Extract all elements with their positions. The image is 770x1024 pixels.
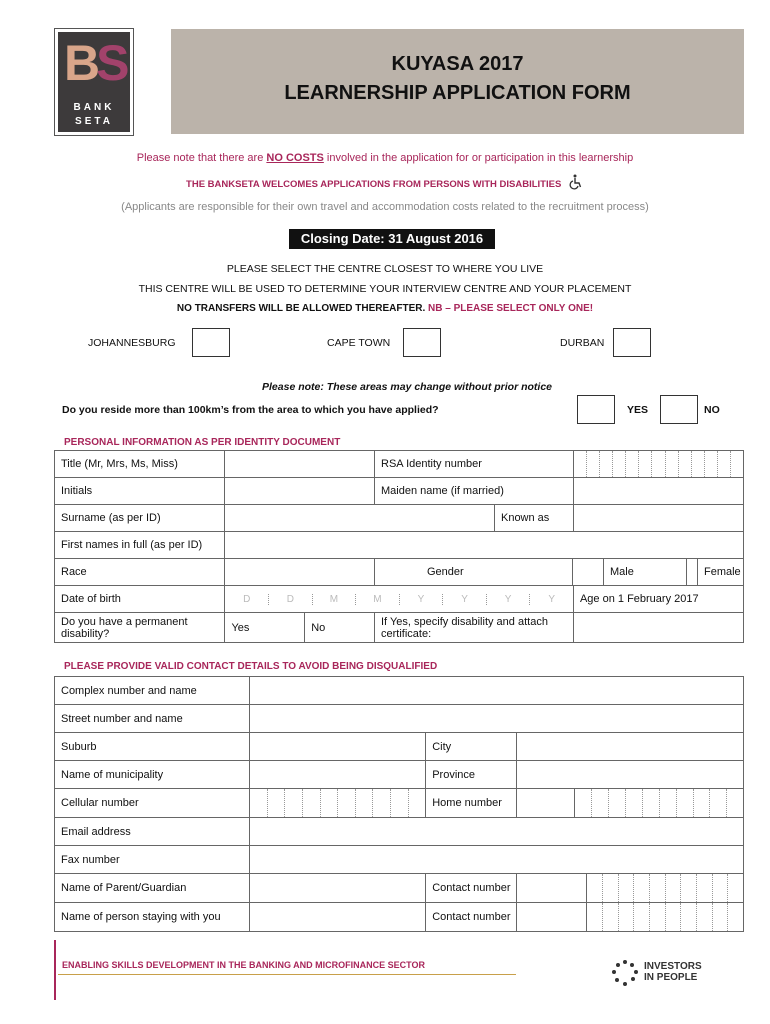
centre-capetown-checkbox[interactable] <box>403 328 441 357</box>
street-input[interactable] <box>250 705 744 733</box>
province-label: Province <box>426 761 517 789</box>
staying-contact-label: Contact number <box>426 903 517 932</box>
areas-note: Please note: These areas may change without prior notice <box>262 381 553 393</box>
disability-note <box>0 174 770 190</box>
staying-contact-input[interactable] <box>517 903 744 932</box>
dob-y2: Y <box>443 594 487 605</box>
instruction-line2: THIS CENTRE WILL BE USED TO DETERMINE YOUR INTERVIEW CENTRE AND YOUR PLACEMENT <box>138 283 632 295</box>
home-label: Home number <box>426 789 517 818</box>
reside-no-label: NO <box>704 404 720 416</box>
iip-line1: INVESTORS <box>644 961 702 972</box>
gender-group <box>375 559 744 586</box>
cost-note-post: involved in the application for or participation in this learnership <box>323 152 634 164</box>
cell-input[interactable] <box>250 789 426 818</box>
reside-no-checkbox[interactable] <box>660 395 698 424</box>
closing-date: Closing Date: 31 August 2016 <box>289 229 495 249</box>
title-input[interactable] <box>225 451 375 478</box>
fax-input[interactable] <box>250 846 744 874</box>
disability-yes-option[interactable] <box>225 613 305 643</box>
municipality-input[interactable] <box>250 761 426 789</box>
race-input[interactable] <box>225 559 375 586</box>
female-checkbox[interactable] <box>686 559 698 585</box>
centre-johannesburg-label: JOHANNESBURG <box>88 337 176 349</box>
male-checkbox[interactable] <box>572 559 604 585</box>
personal-heading: PERSONAL INFORMATION AS PER IDENTITY DOCUMENT <box>64 437 341 448</box>
bankseta-logo <box>54 28 134 136</box>
centre-johannesburg-checkbox[interactable] <box>192 328 230 357</box>
complex-label: Complex number and name <box>55 677 250 705</box>
age-label: Age on 1 February 2017 <box>573 586 743 613</box>
title-label: Title (Mr, Mrs, Ms, Miss) <box>55 451 225 478</box>
contact-table <box>54 676 744 932</box>
dob-d2: D <box>269 594 313 605</box>
email-input[interactable] <box>250 818 744 846</box>
parent-contact-input[interactable] <box>517 874 744 903</box>
rsa-id-label: RSA Identity number <box>375 451 574 478</box>
first-names-label: First names in full (as per ID) <box>55 532 225 559</box>
dob-label: Date of birth <box>55 586 225 613</box>
instruction-line3-b: NB – PLEASE SELECT ONLY ONE! <box>425 303 594 314</box>
disability-no-label: No <box>311 621 326 634</box>
instruction-line1: PLEASE SELECT THE CENTRE CLOSEST TO WHERE YOU LIVE <box>226 263 544 275</box>
reside-yes-label: YES <box>627 404 649 416</box>
dob-d1: D <box>225 594 269 605</box>
race-label: Race <box>55 559 225 586</box>
staying-label: Name of person staying with you <box>55 903 250 932</box>
dob-input[interactable] <box>225 586 574 613</box>
personal-table <box>54 450 744 643</box>
home-input[interactable] <box>517 789 744 818</box>
cost-note <box>0 152 770 164</box>
initials-label: Initials <box>55 478 225 505</box>
parent-input[interactable] <box>250 874 426 903</box>
travel-note: (Applicants are responsible for their own travel and accommodation costs related to the recruitment process) <box>121 201 649 213</box>
investors-in-people-icon <box>610 958 640 988</box>
logo-letter-s: S <box>96 35 126 91</box>
email-label: Email address <box>55 818 250 846</box>
dob-m1: M <box>313 594 357 605</box>
wheelchair-icon <box>568 174 584 190</box>
instruction-line3 <box>0 303 770 314</box>
surname-input[interactable] <box>225 505 495 532</box>
centre-capetown-label: CAPE TOWN <box>327 337 391 349</box>
contact-heading: PLEASE PROVIDE VALID CONTACT DETAILS TO AVOID BEING DISQUALIFIED <box>64 661 438 672</box>
logo-line1: BANK <box>73 102 115 113</box>
maiden-input[interactable] <box>573 478 743 505</box>
gender-label: Gender <box>427 566 464 578</box>
maiden-label: Maiden name (if married) <box>375 478 574 505</box>
disability-yes-label: Yes <box>231 621 250 634</box>
dob-y1: Y <box>400 594 444 605</box>
suburb-label: Suburb <box>55 733 250 761</box>
centre-durban-checkbox[interactable] <box>613 328 651 357</box>
municipality-label: Name of municipality <box>55 761 250 789</box>
disability-note-text: THE BANKSETA WELCOMES APPLICATIONS FROM PERSONS WITH DISABILITIES <box>186 179 562 190</box>
surname-label: Surname (as per ID) <box>55 505 225 532</box>
iip-logo-text <box>644 961 702 983</box>
province-input[interactable] <box>517 761 744 789</box>
suburb-input[interactable] <box>250 733 426 761</box>
instruction-line3-a: NO TRANSFERS WILL BE ALLOWED THEREAFTER. <box>176 303 426 314</box>
reside-yes-checkbox[interactable] <box>577 395 615 424</box>
city-input[interactable] <box>517 733 744 761</box>
dob-y4: Y <box>548 593 556 605</box>
centre-durban-label: DURBAN <box>560 337 605 349</box>
female-label: Female <box>704 566 741 578</box>
reside-question: Do you reside more than 100km’s from the area to which you have applied? <box>62 404 439 416</box>
dob-y3: Y <box>487 594 531 605</box>
known-as-input[interactable] <box>573 505 743 532</box>
known-as-label: Known as <box>494 505 573 532</box>
title-line1: KUYASA 2017 <box>391 53 524 75</box>
fax-label: Fax number <box>55 846 250 874</box>
staying-input[interactable] <box>250 903 426 932</box>
logo-line2: SETA <box>75 116 113 127</box>
parent-label: Name of Parent/Guardian <box>55 874 250 903</box>
dob-m2: M <box>356 594 400 605</box>
specify-input[interactable] <box>573 613 743 643</box>
disability-no-option[interactable] <box>305 613 375 643</box>
title-line2: LEARNERSHIP APPLICATION FORM <box>284 82 631 104</box>
city-label: City <box>426 733 517 761</box>
iip-line2: IN PEOPLE <box>644 972 698 983</box>
street-label: Street number and name <box>55 705 250 733</box>
logo-letters: BS <box>64 35 126 91</box>
parent-contact-label: Contact number <box>426 874 517 903</box>
disability-label: Do you have a permanent disability? <box>55 613 225 643</box>
initials-input[interactable] <box>225 478 375 505</box>
complex-input[interactable] <box>250 677 744 705</box>
footer-accent-bar <box>54 940 56 1000</box>
footer-slogan: ENABLING SKILLS DEVELOPMENT IN THE BANKING AND MICROFINANCE SECTOR <box>62 960 426 970</box>
footer-divider <box>58 974 516 975</box>
specify-label: If Yes, specify disability and attach certificate: <box>375 613 574 643</box>
cost-note-emphasis: NO COSTS <box>266 152 324 164</box>
first-names-input[interactable] <box>225 532 744 559</box>
title-banner <box>171 29 744 134</box>
rsa-id-input[interactable] <box>573 451 743 478</box>
cost-note-pre: Please note that there are <box>136 152 267 164</box>
male-label: Male <box>610 566 634 578</box>
cell-label: Cellular number <box>55 789 250 818</box>
